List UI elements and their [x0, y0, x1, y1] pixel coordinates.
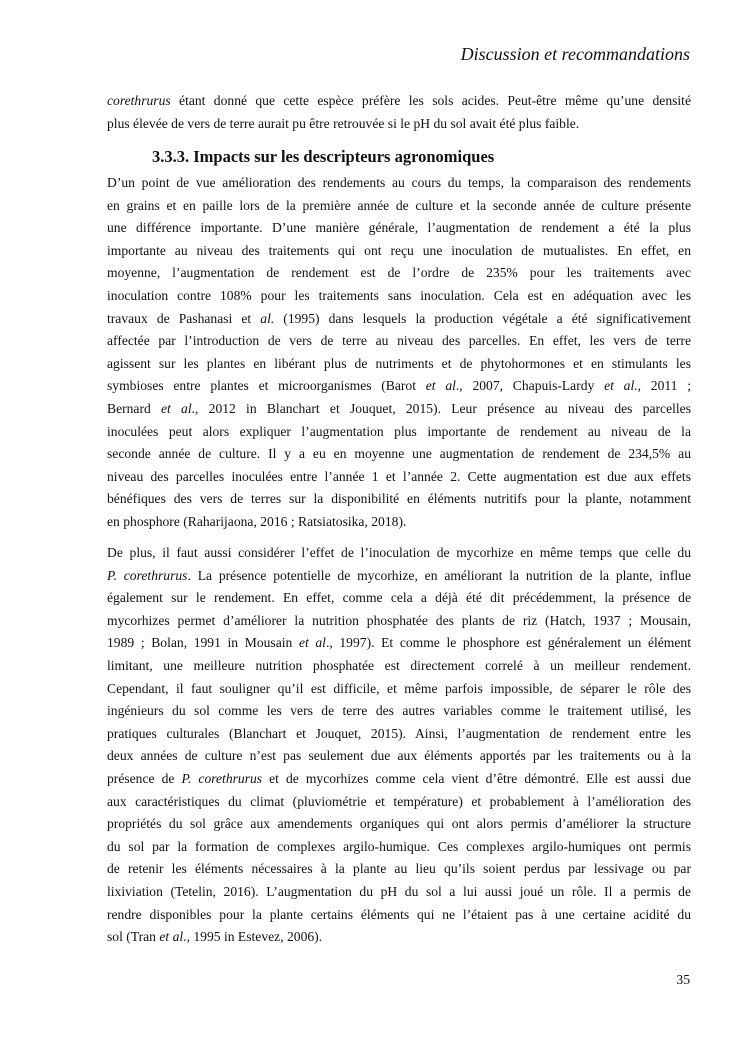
italic-text: P. corethrurus	[181, 770, 263, 786]
text-run: , 2011 ;	[637, 378, 692, 394]
text-run: ., 1997). Et comme le phosphore est généralement un élément	[325, 635, 691, 651]
text-run: et de mycorhizes comme cela vient d’être démontré. Elle est aussi due	[262, 770, 691, 786]
text-line	[107, 610, 691, 633]
paragraph-mycorhize	[107, 542, 691, 949]
text-run: du sol par la formation de complexes argilo-humique. Ces complexes argilo-humiques ont permis	[107, 838, 691, 854]
text-run: présence de	[107, 770, 182, 786]
text-line	[107, 511, 691, 534]
italic-text: et al	[159, 929, 184, 945]
text-line	[107, 217, 691, 240]
text-run: mycorhizes permet d’améliorer la nutrition phosphatée des plants de riz (Hatch, 1937 ; Mousain,	[107, 612, 691, 628]
text-line	[107, 330, 691, 353]
text-run: ingénieurs du sol comme les vers de terre des autres variables comme le traitement utilisé, les	[107, 703, 691, 719]
text-run: D’un point de vue amélioration des rendements au cours du temps, la comparaison des rendements	[107, 175, 691, 190]
italic-text: et al.	[604, 378, 638, 394]
text-line	[107, 745, 691, 768]
text-run: une différence importante. D’une manière générale, l’augmentation de rendement a été la plus	[107, 220, 691, 236]
text-line	[107, 700, 691, 723]
running-header: Discussion et recommandations	[460, 44, 690, 64]
text-line	[107, 768, 691, 791]
text-line	[107, 926, 691, 949]
text-line	[107, 813, 691, 836]
page-number: 35	[676, 972, 690, 987]
text-line	[107, 90, 691, 113]
text-line	[107, 308, 691, 331]
text-line	[107, 655, 691, 678]
text-line	[107, 565, 691, 588]
text-run: plus élevée de vers de terre aurait pu être retrouvée si le pH du sol avait été plus faible.	[107, 115, 580, 131]
text-run: seconde année de culture. Il y a eu en moyenne une augmentation de rendement de 234,5% au	[107, 446, 691, 462]
text-run: aux caractéristiques du climat (pluviométrie et température) et probablement à l’amélioration des	[107, 793, 691, 809]
text-line	[107, 632, 691, 655]
text-line	[107, 113, 691, 136]
text-run: ., 1995 in Estevez, 2006).	[183, 929, 323, 945]
text-line	[107, 858, 691, 881]
text-line	[107, 904, 691, 927]
text-line	[107, 240, 691, 263]
italic-text: P. corethrurus	[107, 567, 188, 583]
text-run: propriétés du sol grâce aux amendements organiques qui ont alors permis d’améliorer la structure	[107, 816, 691, 832]
text-run: agissent sur les plantes en libérant plus de nutriments et de phytohormones et en stimulants les	[107, 355, 691, 371]
text-line	[107, 353, 691, 376]
text-run: étant donné que cette espèce préfère les sols acides. Peut-être même qu’une densité	[170, 93, 691, 108]
text-line	[107, 421, 691, 444]
text-line	[107, 587, 691, 610]
text-run: deux années de culture n’est pas seulement due aux éléments apportés par les traitements ou à la	[107, 748, 691, 764]
text-run: symbioses entre plantes et microorganismes (Barot	[107, 378, 426, 394]
text-run: pratiques culturales (Blanchart et Jouquet, 2015). Ainsi, l’augmentation de rendement entre les	[107, 725, 691, 741]
text-line	[107, 172, 691, 195]
text-line	[107, 678, 691, 701]
text-run: moyenne, l’augmentation de rendement est de l’ordre de 235% pour les traitements avec	[107, 265, 691, 281]
text-run: Cependant, il faut souligner qu’il est difficile, et même parfois impossible, de séparer le rôle des	[107, 680, 691, 696]
text-run: travaux de Pashanasi et	[107, 310, 261, 326]
text-line	[107, 262, 691, 285]
text-run: rendre disponibles pour la plante certains éléments qui ne l’étaient pas à une certaine acidité du	[107, 906, 691, 922]
text-line	[107, 836, 691, 859]
text-run: en grains et en paille lors de la première année de culture et la seconde année de culture présente	[107, 197, 691, 213]
text-run: De plus, il faut aussi considérer l’effet de l’inoculation de mycorhize en même temps que celle du	[107, 545, 691, 560]
text-line	[107, 398, 691, 421]
text-run: importante au niveau des traitements qui ont reçu une inoculation de mutualistes. En effet, en	[107, 242, 691, 258]
text-run: bénéfiques des vers de terres sur la disponibilité en éléments nutritifs pour la plante, notamment	[107, 491, 691, 507]
text-run: lixiviation (Tetelin, 2016). L’augmentation du pH du sol a lui aussi joué un rôle. Il a permis de	[107, 883, 691, 899]
text-line	[107, 375, 691, 398]
text-line	[107, 881, 691, 904]
text-run: ., 2007, Chapuis-Lardy	[455, 378, 605, 394]
text-run: niveau des parcelles inoculées entre l’année 1 et l’année 2. Cette augmentation est due aux effets	[107, 468, 691, 484]
text-line	[107, 542, 691, 565]
text-line	[107, 195, 691, 218]
text-run: ., 2012 in Blanchart et Jouquet, 2015). Leur présence au niveau des parcelles	[191, 400, 691, 416]
text-line	[107, 443, 691, 466]
text-run: Bernard	[107, 400, 162, 416]
text-run: limitant, une meilleure nutrition phosphatée est directement correlé à un meilleur rendement.	[107, 657, 691, 673]
text-run: 1989 ; Bolan, 1991 in Mousain	[107, 635, 299, 651]
italic-text: al.	[260, 310, 275, 326]
text-line	[107, 285, 691, 308]
text-line	[107, 488, 691, 511]
italic-text: et al	[298, 635, 326, 651]
section-heading: 3.3.3. Impacts sur les descripteurs agronomiques	[152, 147, 495, 166]
text-run: en phosphore (Raharijaona, 2016 ; Ratsiatosika, 2018).	[107, 513, 407, 529]
paragraph-intro	[107, 90, 691, 135]
text-run: affectée par l’introduction de vers de terre au niveau des parcelles. En effet, les vers de terre	[107, 333, 691, 349]
text-run: . La présence potentielle de mycorhize, en améliorant la nutrition de la plante, influe	[187, 567, 691, 583]
text-run: de retenir les éléments nécessaires à la plante au lieu qu’ils soient perdus par lessivage ou par	[107, 861, 691, 877]
paragraph-rendements	[107, 172, 691, 534]
text-run: sol (Tran	[107, 929, 160, 945]
italic-text: et al	[425, 378, 456, 394]
italic-text: corethrurus	[107, 93, 171, 108]
text-line	[107, 791, 691, 814]
italic-text: et al	[161, 400, 192, 416]
text-line	[107, 723, 691, 746]
text-run: inoculées peut alors expliquer l’augmentation plus importante de rendement au niveau de la	[107, 423, 691, 439]
text-run: (1995) dans lesquels la production végétale a été significativement	[274, 310, 691, 326]
text-run: également sur le rendement. En effet, comme cela a déjà été dit précédemment, la présence de	[107, 590, 691, 606]
text-line	[107, 466, 691, 489]
text-run: inoculation contre 108% pour les traitements sans inoculation. Cela est en adéquation avec les	[107, 287, 691, 303]
